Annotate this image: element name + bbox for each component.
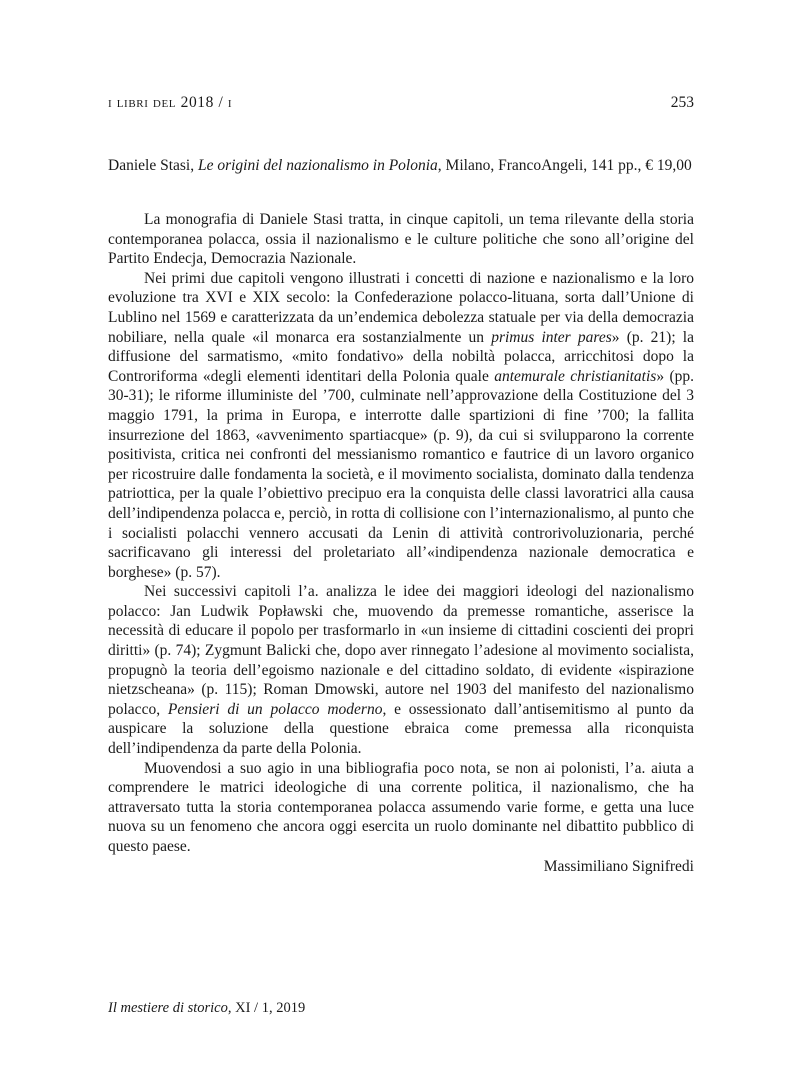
page-number: 253 [670, 94, 694, 111]
journal-footer [108, 1000, 305, 1017]
italic-book-title: Pensieri di un polacco moderno [167, 700, 383, 718]
running-title: i libri del 2018 / i [108, 94, 233, 111]
citation-title: Le origini del nazionalismo in Polonia [197, 157, 438, 174]
italic-phrase: antemurale christianitatis [494, 367, 657, 385]
paragraph-2: Nei primi due capitoli vengono illustrati i concetti di nazione e nazionalismo e la loro evoluzione tra XVI e XIX secolo: la Confederazione polacco-lituana, sorta dall’Unione di Lublino nel 1569 e caratterizzata da un’endemica debolezza statuale per via della democrazia nobiliare, nella quale «il monarca era sostanzialmente un primus inter pares» (p. 21); la diffusione del sarmatismo, «mito fondativo» della nobiltà polacca, arricchitosi dopo la Controriforma «degli elementi identitari della Polonia quale antemurale christianitatis» (pp. 30-31); le riforme illuministe del ’700, culminate nell’approvazione della Costituzione del 3 maggio 1791, la prima in Europa, e interrotte dalle spartizioni di fine ’700; la fallita insurrezione del 1863, «avvenimento spartiacque» (p. 9), da cui si svilupparono la corrente positivista, critica nei confronti del messianismo romantico e fautrice di un lavoro organico per ricostruire dalle fondamenta la società, e il movimento socialista, dominato dalla tendenza patriottica, per la quale l’obiettivo precipuo era la conquista delle classi lavoratrici alla causa dell’indipendenza polacca e, perciò, in rotta di collisione con l’internazionalismo, al punto che i socialisti polacchi vennero accusati da Lenin di attività controrivoluzionaria, perché sacrificavano gli interessi del proletariato all’«indipendenza nazionale democratica e borghese» (p. 57). [108, 269, 694, 581]
journal-title: Il mestiere di storico [108, 1000, 228, 1016]
paragraph-1: La monografia di Daniele Stasi tratta, in cinque capitoli, un tema rilevante della storia contemporanea polacca, ossia il nazionalismo e le culture politiche che sono all’origine del Partito Endecja, Democrazia Nazionale. [108, 211, 694, 268]
running-header [108, 94, 694, 116]
review-body [108, 210, 694, 876]
reviewer-signature: Massimiliano Signifredi [543, 857, 694, 875]
citation-author: Daniele Stasi [108, 157, 191, 174]
paragraph-4: Muovendosi a suo agio in una bibliografia poco nota, se non ai polonisti, l’a. aiuta a comprendere le matrici ideologiche di una corrente politica, il nazionalismo, che ha attraversato tutta la storia contemporanea polacca assumendo varie forme, e getta una luce nuova su un fenomeno che ancora oggi esercita un ruolo dominante nel dibattito pubblico di questo paese. [108, 759, 694, 855]
italic-phrase: primus inter pares [491, 328, 612, 346]
paragraph-3: Nei successivi capitoli l’a. analizza le idee dei maggiori ideologi del nazionalismo polacco: Jan Ludwik Popławski che, muovendo da premesse romantiche, asserisce la necessità di educare il popolo per trasformarlo in «un insieme di cittadini coscienti dei propri diritti» (p. 74); Zygmunt Balicki che, dopo aver rinnegato l’adesione al movimento socialista, propugnò la teoria dell’egoismo nazionale e del cittadino soldato, di evidente «ispirazione nietzscheana» (p. 115); Roman Dmowski, autore nel 1903 del manifesto del nazionalismo polacco, Pensieri di un polacco moderno, e ossessionato dall’antisemitismo al punto da auspicare la soluzione della questione ebraica come premessa alla riconquista dell’indipendenza da parte della Polonia. [108, 583, 694, 758]
citation-publication-details: , Milano, FrancoAngeli, 141 pp., € 19,00 [437, 157, 692, 174]
journal-issue: , XI / 1, 2019 [227, 1000, 306, 1016]
book-citation: Daniele Stasi, Le origini del nazionalismo in Polonia, Milano, FrancoAngeli, 141 pp., € 19,00 [108, 157, 692, 174]
